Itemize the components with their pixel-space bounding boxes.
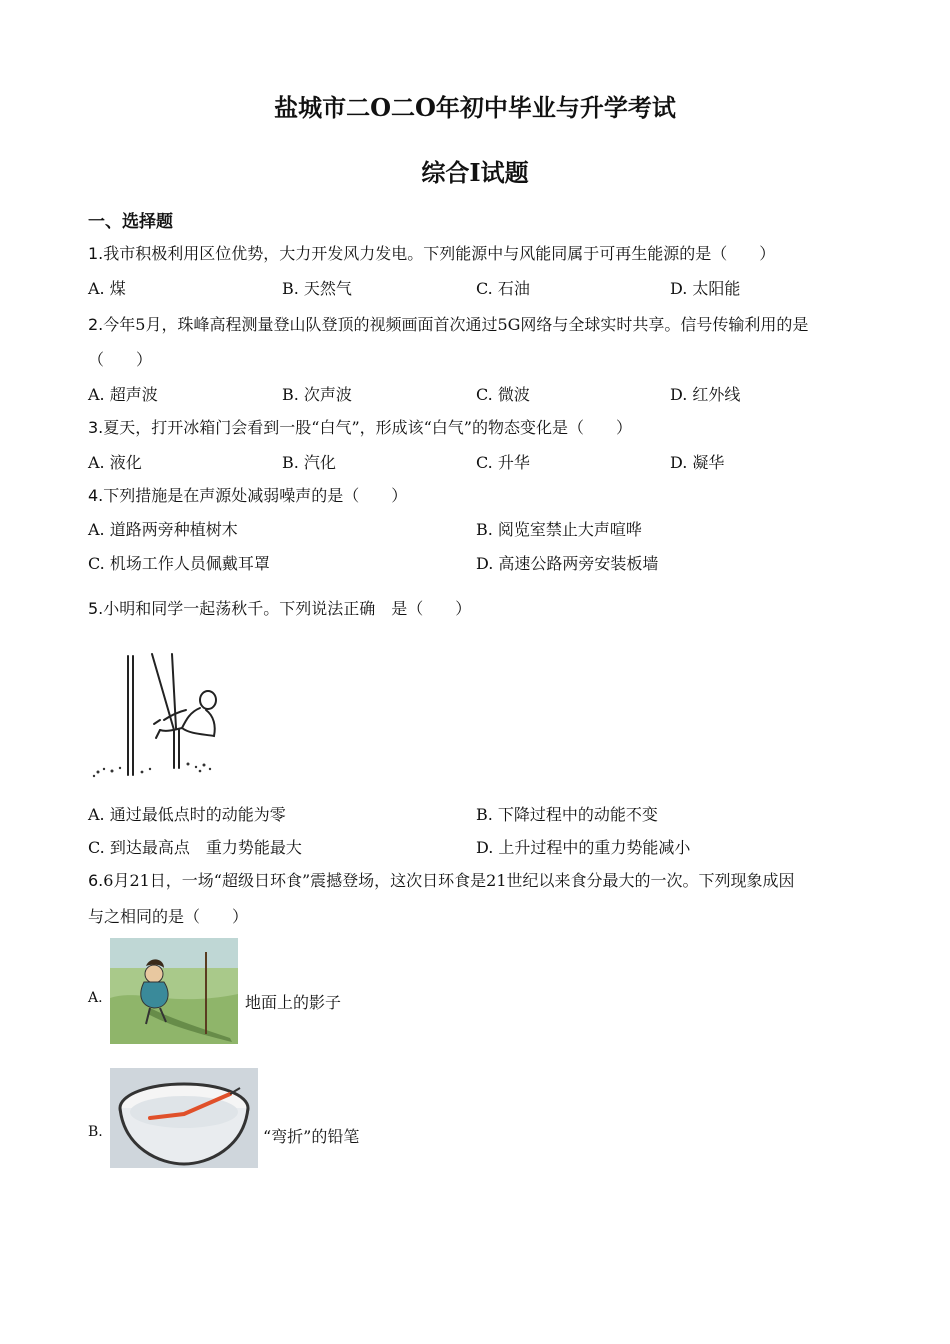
question-text: 小明和同学一起荡秋千。下列说法正确 是（ ）	[103, 599, 472, 618]
question-number: 1.	[88, 244, 104, 263]
question-text: 我市积极利用区位优势，大力开发风力发电。下列能源中与风能同属于可再生能源的是（ ）	[103, 244, 776, 263]
option-5d[interactable]: D. 上升过程中的重力势能减小	[476, 838, 691, 857]
section-heading: 一、选择题	[88, 212, 173, 232]
option-4a[interactable]: A. 道路两旁种植树木	[88, 520, 238, 539]
option-6a-label[interactable]: A.	[88, 990, 103, 1006]
option-3d[interactable]: D. 凝华	[670, 453, 725, 472]
bent-pencil-picture	[110, 1068, 258, 1168]
option-1a[interactable]: A. 煤	[88, 279, 126, 298]
option-1d[interactable]: D. 太阳能	[670, 279, 741, 298]
swing-illustration	[90, 650, 220, 785]
option-2a[interactable]: A. 超声波	[88, 385, 158, 404]
question-6	[88, 868, 795, 891]
option-6a-caption: 地面上的影子	[245, 993, 342, 1012]
question-text: 6月21日，一场“超级日环食”震撼登场，这次日环食是21世纪以来食分最大的一次。下列现象成因	[103, 871, 795, 890]
exam-title: 盐城市二O二O年初中毕业与升学考试	[274, 93, 676, 122]
option-6b-caption: “弯折”的铅笔	[263, 1127, 360, 1146]
question-number: 2.	[88, 315, 104, 334]
shadow-picture	[110, 938, 238, 1044]
option-2d[interactable]: D. 红外线	[670, 385, 741, 404]
option-4d[interactable]: D. 高速公路两旁安装板墙	[476, 554, 659, 573]
option-2b[interactable]: B. 次声波	[282, 385, 352, 404]
question-6-line2: 与之相同的是（ ）	[88, 907, 249, 926]
question-number: 5.	[88, 599, 104, 618]
option-4c[interactable]: C. 机场工作人员佩戴耳罩	[88, 554, 270, 573]
question-2-line2: （ ）	[88, 350, 153, 369]
option-3c[interactable]: C. 升华	[476, 453, 530, 472]
swing-rope	[152, 654, 174, 730]
option-5a[interactable]: A. 通过最低点时的动能为零	[88, 805, 286, 824]
question-4	[88, 483, 407, 506]
question-text: 夏天，打开冰箱门会看到一股“白气”，形成该“白气”的物态变化是（ ）	[103, 418, 632, 437]
question-2	[88, 312, 808, 335]
question-5	[88, 596, 471, 619]
question-number: 3.	[88, 418, 104, 437]
question-1	[88, 241, 775, 264]
ground-grass	[93, 763, 211, 778]
option-1c[interactable]: C. 石油	[476, 279, 530, 298]
question-text: 今年5月，珠峰高程测量登山队登顶的视频画面首次通过5G网络与全球实时共享。信号传输利用的是	[103, 315, 809, 334]
question-number: 4.	[88, 486, 104, 505]
exam-subtitle: 综合Ⅰ试题	[421, 158, 529, 187]
option-6b-label[interactable]: B.	[88, 1124, 103, 1140]
question-number: 6.	[88, 871, 104, 890]
option-5c[interactable]: C. 到达最高点 重力势能最大	[88, 838, 302, 857]
option-3a[interactable]: A. 液化	[88, 453, 142, 472]
option-4b[interactable]: B. 阅览室禁止大声喧哗	[476, 520, 642, 539]
option-5b[interactable]: B. 下降过程中的动能不变	[476, 805, 658, 824]
option-2c[interactable]: C. 微波	[476, 385, 530, 404]
option-3b[interactable]: B. 汽化	[282, 453, 336, 472]
option-1b[interactable]: B. 天然气	[282, 279, 352, 298]
question-3	[88, 415, 632, 438]
question-text: 下列措施是在声源处减弱噪声的是（ ）	[103, 486, 408, 505]
child-head	[200, 691, 216, 709]
